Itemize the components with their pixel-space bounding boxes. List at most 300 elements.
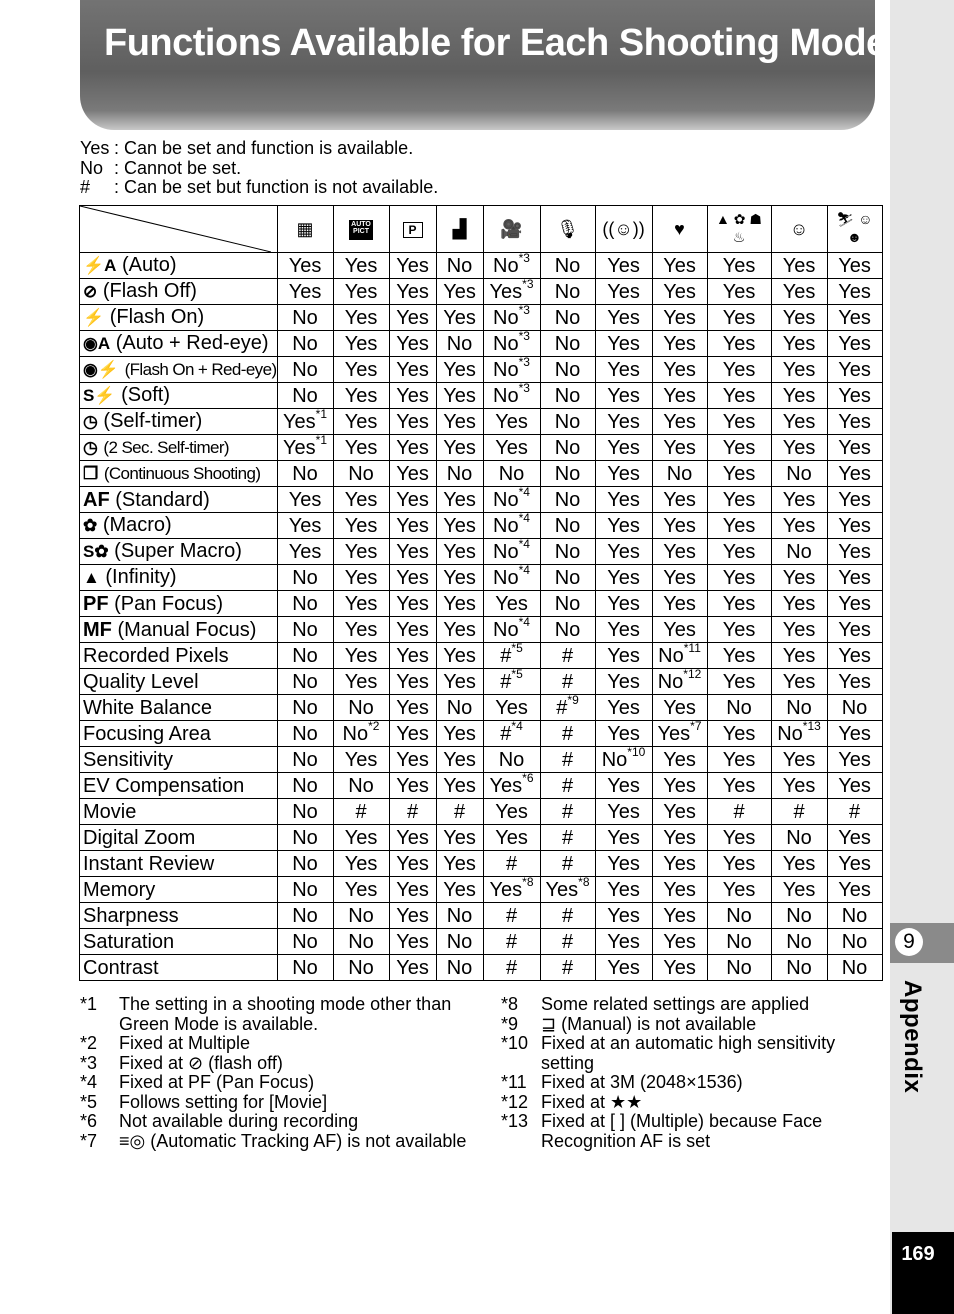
table-cell: Yes <box>652 695 707 721</box>
row-label: Movie <box>80 799 278 825</box>
table-cell: Yes <box>595 305 652 331</box>
table-cell: Yes <box>333 617 389 643</box>
table-row <box>80 409 883 435</box>
table-cell: Yes <box>333 825 389 851</box>
table-cell: No <box>277 773 333 799</box>
table-cell: Yes <box>595 279 652 305</box>
table-cell: No <box>277 461 333 487</box>
footnote: *5 Follows setting for [Movie] <box>80 1091 328 1112</box>
table-cell: Yes <box>595 435 652 461</box>
row-label: Digital Zoom <box>80 825 278 851</box>
table-cell: No <box>333 461 389 487</box>
table-cell: Yes <box>389 383 436 409</box>
table-cell: No <box>771 461 827 487</box>
table-cell: Yes <box>652 825 707 851</box>
table-cell: Yes <box>595 825 652 851</box>
legend <box>80 139 438 198</box>
table-cell: Yes <box>595 877 652 903</box>
table-cell: Yes <box>333 877 389 903</box>
table-cell: Yes$^{*8}$ <box>540 877 595 903</box>
table-cell: No <box>333 773 389 799</box>
table-cell: Yes <box>652 253 707 279</box>
table-cell: No <box>540 591 595 617</box>
row-symbol-icon: PF <box>83 592 109 615</box>
table-cell: Yes <box>436 305 483 331</box>
table-row <box>80 617 883 643</box>
table-cell: Yes <box>827 305 882 331</box>
table-cell: Yes <box>333 487 389 513</box>
table-cell: Yes <box>333 383 389 409</box>
table-cell: Yes <box>652 513 707 539</box>
table-row <box>80 955 883 981</box>
table-cell: No <box>540 565 595 591</box>
table-cell: # <box>540 643 595 669</box>
table-cell: Yes <box>333 643 389 669</box>
table-cell: Yes <box>707 279 771 305</box>
table-cell: # <box>540 955 595 981</box>
table-cell: No <box>707 929 771 955</box>
table-cell: Yes <box>595 721 652 747</box>
table-cell: Yes <box>595 799 652 825</box>
table-row <box>80 825 883 851</box>
table-cell: No <box>277 643 333 669</box>
table-cell: Yes <box>771 279 827 305</box>
table-cell: Yes <box>707 877 771 903</box>
footnote: *13 Fixed at [ ] (Multiple) because Face Recognition AF is set <box>501 1111 823 1151</box>
footnotes-right <box>501 995 881 1151</box>
footnote-ref: *1 <box>315 408 327 421</box>
table-cell: Yes <box>827 487 882 513</box>
footnote-ref: *7 <box>690 720 702 733</box>
footnote-ref: *9 <box>567 694 579 707</box>
table-cell: # <box>483 929 540 955</box>
table-cell: Yes <box>389 669 436 695</box>
table-cell: No <box>771 929 827 955</box>
footnote-ref: *3 <box>518 382 530 395</box>
sidebar-strip <box>890 0 954 1314</box>
table-cell: Yes <box>389 643 436 669</box>
table-cell: No <box>540 357 595 383</box>
table-cell: Yes <box>827 331 882 357</box>
table-cell: Yes <box>436 357 483 383</box>
table-cell: Yes <box>389 253 436 279</box>
table-cell: Yes <box>707 383 771 409</box>
table-cell: Yes <box>827 851 882 877</box>
night-portrait-icon: ☺ <box>771 206 827 253</box>
table-cell: Yes <box>707 617 771 643</box>
table-cell: No <box>827 955 882 981</box>
table-cell: Yes <box>652 929 707 955</box>
table-cell: No <box>436 695 483 721</box>
table-cell: No <box>652 461 707 487</box>
row-symbol-icon: S✿ <box>83 542 109 561</box>
table-cell: No <box>436 253 483 279</box>
row-label: ▲ (Infinity) <box>80 565 278 591</box>
table-cell: # <box>540 773 595 799</box>
footnote-ref: *3 <box>522 278 534 291</box>
table-cell: Yes <box>652 357 707 383</box>
table-row <box>80 747 883 773</box>
table-cell: No$^{*4}$ <box>483 513 540 539</box>
table-cell: Yes <box>436 279 483 305</box>
table-cell: Yes <box>707 565 771 591</box>
table-cell: Yes <box>652 409 707 435</box>
table-cell: Yes <box>436 669 483 695</box>
table-cell: Yes <box>707 851 771 877</box>
footnote-ref: *11 <box>683 642 701 655</box>
table-cell: Yes <box>436 643 483 669</box>
table-cell: Yes <box>771 331 827 357</box>
movie-icon: 🎥 <box>483 206 540 253</box>
table-cell: Yes <box>595 513 652 539</box>
row-label: PF (Pan Focus) <box>80 591 278 617</box>
table-cell: Yes <box>771 253 827 279</box>
table-cell: Yes <box>707 305 771 331</box>
table-cell: Yes <box>652 591 707 617</box>
table-cell: Yes <box>389 877 436 903</box>
table-cell: Yes <box>595 903 652 929</box>
table-cell: Yes <box>652 539 707 565</box>
table-cell: Yes <box>436 877 483 903</box>
table-cell: Yes <box>595 539 652 565</box>
table-cell: # <box>540 669 595 695</box>
table-cell: No <box>277 331 333 357</box>
table-row <box>80 383 883 409</box>
table-cell: Yes <box>389 851 436 877</box>
table-cell: Yes <box>436 487 483 513</box>
table-cell: Yes <box>707 409 771 435</box>
row-symbol-icon: ◉A <box>83 334 111 353</box>
table-cell: No <box>436 929 483 955</box>
scene-landscape-flower-icon: ▲ ✿ ☗ ♨ <box>707 206 771 253</box>
footnote: *6 Not available during recording <box>80 1111 359 1131</box>
table-row <box>80 877 883 903</box>
table-cell: No <box>707 955 771 981</box>
row-label: Saturation <box>80 929 278 955</box>
table-cell: Yes <box>771 851 827 877</box>
table-cell: Yes <box>827 669 882 695</box>
table-cell: Yes <box>652 799 707 825</box>
row-symbol-icon: ◷ <box>83 438 98 457</box>
table-cell: Yes <box>652 773 707 799</box>
table-cell: Yes <box>389 591 436 617</box>
table-cell: Yes <box>333 435 389 461</box>
row-label: White Balance <box>80 695 278 721</box>
table-row <box>80 513 883 539</box>
footnote-ref: *5 <box>511 668 523 681</box>
table-cell: No <box>277 669 333 695</box>
table-cell: Yes <box>827 773 882 799</box>
footnote-ref: *8 <box>578 876 590 889</box>
table-cell: Yes <box>595 773 652 799</box>
footnote-ref: *4 <box>518 538 530 551</box>
footnote-ref: *4 <box>511 720 523 733</box>
table-row <box>80 773 883 799</box>
footnote-ref: *8 <box>522 876 534 889</box>
table-cell: No$^{*3}$ <box>483 305 540 331</box>
table-cell: Yes <box>707 773 771 799</box>
table-cell: No$^{*4}$ <box>483 539 540 565</box>
table-cell: Yes <box>707 643 771 669</box>
table-cell: No <box>277 903 333 929</box>
table-cell: Yes <box>389 825 436 851</box>
table-cell: No <box>771 825 827 851</box>
legend-item: # : Can be set but function is not available. <box>80 177 439 197</box>
table-cell: Yes <box>827 565 882 591</box>
table-cell: No <box>277 929 333 955</box>
table-cell: Yes <box>389 773 436 799</box>
table-cell: No <box>436 331 483 357</box>
row-label: ◷ (2 Sec. Self-timer) <box>80 435 278 461</box>
table-cell: Yes <box>595 955 652 981</box>
table-cell: Yes <box>595 617 652 643</box>
footnote: *1 The setting in a shooting mode other than Green Mode is available. <box>80 994 452 1034</box>
table-cell: No <box>771 695 827 721</box>
table-cell: Yes <box>707 669 771 695</box>
table-cell: Yes <box>389 539 436 565</box>
table-cell: # <box>540 903 595 929</box>
table-cell: Yes$^{*1}$ <box>277 435 333 461</box>
table-cell: No <box>540 539 595 565</box>
row-symbol-icon: ▲ <box>83 568 100 587</box>
table-cell: Yes <box>436 435 483 461</box>
table-cell: No <box>483 747 540 773</box>
table-cell: No <box>436 903 483 929</box>
footnote-ref: *1 <box>315 434 327 447</box>
table-cell: Yes <box>771 409 827 435</box>
table-cell: Yes <box>389 487 436 513</box>
page-title: Functions Available for Each Shooting Mode <box>104 22 887 64</box>
table-cell: No <box>277 617 333 643</box>
footnote-ref: *4 <box>518 486 530 499</box>
table-cell: No <box>771 539 827 565</box>
table-cell: Yes <box>436 591 483 617</box>
green-mode-icon: ▟ <box>436 206 483 253</box>
table-cell: No$^{*2}$ <box>333 721 389 747</box>
table-cell: Yes <box>483 591 540 617</box>
table-cell: Yes <box>333 279 389 305</box>
table-cell: # <box>540 929 595 955</box>
table-row <box>80 253 883 279</box>
table-cell: Yes <box>652 435 707 461</box>
table-cell: Yes <box>707 435 771 461</box>
table-cell: No <box>277 383 333 409</box>
table-row <box>80 929 883 955</box>
table-cell: Yes <box>436 851 483 877</box>
table-cell: No <box>277 747 333 773</box>
row-label: Instant Review <box>80 851 278 877</box>
table-cell: # <box>333 799 389 825</box>
footnote-ref: *4 <box>518 512 530 525</box>
table-cell: Yes <box>436 409 483 435</box>
footnote-ref: *5 <box>511 642 523 655</box>
table-cell: Yes <box>652 903 707 929</box>
footnote: *4 Fixed at PF (Pan Focus) <box>80 1072 315 1092</box>
table-cell: No <box>277 877 333 903</box>
table-cell: Yes <box>277 487 333 513</box>
table-cell: Yes <box>707 253 771 279</box>
table-cell: # <box>389 799 436 825</box>
function-table <box>79 205 883 981</box>
table-cell: Yes <box>483 695 540 721</box>
table-cell: #$^{*9}$ <box>540 695 595 721</box>
table-cell: No$^{*4}$ <box>483 487 540 513</box>
table-cell: Yes <box>652 305 707 331</box>
footnote-ref: *6 <box>522 772 534 785</box>
table-cell: Yes <box>652 617 707 643</box>
table-cell: Yes <box>827 617 882 643</box>
table-cell: Yes <box>652 747 707 773</box>
table-cell: Yes <box>652 851 707 877</box>
footnote-ref: *12 <box>683 668 702 681</box>
table-cell: Yes <box>827 747 882 773</box>
row-symbol-icon: MF <box>83 618 112 641</box>
footnote: *10 Fixed at an automatic high sensitivity setting <box>501 1033 836 1073</box>
table-row <box>80 461 883 487</box>
table-cell: Yes <box>771 773 827 799</box>
table-cell: Yes <box>436 825 483 851</box>
table-cell: Yes <box>389 903 436 929</box>
table-cell: Yes <box>652 565 707 591</box>
table-cell: Yes <box>333 331 389 357</box>
table-cell: Yes <box>707 487 771 513</box>
footnote: *3 Fixed at ⊘ (flash off) <box>80 1052 283 1073</box>
table-cell: No <box>540 305 595 331</box>
auto-pict-icon: AUTO PICT <box>333 206 389 253</box>
row-label: ⚡ (Flash On) <box>80 305 278 331</box>
row-symbol-icon: ✿ <box>83 516 98 535</box>
table-cell: No <box>540 513 595 539</box>
footnote: *12 Fixed at ★★ <box>501 1091 643 1112</box>
program-icon: P <box>389 206 436 253</box>
table-cell: Yes <box>652 331 707 357</box>
table-cell: Yes <box>389 955 436 981</box>
table-cell: Yes <box>827 383 882 409</box>
chapter-number: 9 <box>895 928 923 956</box>
row-symbol-icon: ❐ <box>83 464 99 483</box>
row-symbol-icon: ⚡A <box>83 256 117 275</box>
table-cell: Yes <box>652 487 707 513</box>
table-cell: # <box>771 799 827 825</box>
table-cell: No <box>277 695 333 721</box>
row-label: ✿ (Macro) <box>80 513 278 539</box>
table-cell: # <box>483 903 540 929</box>
table-cell: Yes <box>436 383 483 409</box>
diagonal-line <box>80 206 271 252</box>
row-label: ⚡A (Auto) <box>80 253 278 279</box>
table-cell: Yes <box>436 773 483 799</box>
table-cell: Yes <box>827 539 882 565</box>
table-cell: Yes <box>771 305 827 331</box>
row-symbol-icon: ⊘ <box>83 282 98 301</box>
table-cell: No <box>277 357 333 383</box>
table-row <box>80 565 883 591</box>
table-cell: Yes <box>652 279 707 305</box>
table-cell: Yes <box>827 825 882 851</box>
table-cell: Yes <box>827 461 882 487</box>
table-row <box>80 331 883 357</box>
row-label: ⊘ (Flash Off) <box>80 279 278 305</box>
table-cell: Yes <box>389 721 436 747</box>
table-cell: Yes <box>277 513 333 539</box>
table-cell: Yes <box>771 669 827 695</box>
row-label: Memory <box>80 877 278 903</box>
table-cell: No <box>277 955 333 981</box>
legend-item: Yes : Can be set and function is available. <box>80 138 414 158</box>
table-cell: #$^{*5}$ <box>483 669 540 695</box>
table-cell: # <box>540 799 595 825</box>
table-cell: No <box>333 903 389 929</box>
page-number: 169 <box>901 1243 935 1265</box>
table-cell: Yes <box>707 331 771 357</box>
table-cell: Yes <box>333 305 389 331</box>
table-cell: Yes <box>595 357 652 383</box>
table-cell: Yes <box>389 357 436 383</box>
table-row <box>80 851 883 877</box>
footnote-ref: *3 <box>518 356 530 369</box>
table-cell: Yes <box>771 513 827 539</box>
table-cell: No$^{*3}$ <box>483 253 540 279</box>
frame-composite-icon: ♥ <box>652 206 707 253</box>
table-cell: Yes$^{*8}$ <box>483 877 540 903</box>
table-cell: Yes <box>389 565 436 591</box>
table-cell: Yes <box>827 643 882 669</box>
table-cell: Yes <box>333 513 389 539</box>
table-cell: Yes <box>595 643 652 669</box>
table-cell: Yes <box>389 929 436 955</box>
table-cell: Yes <box>827 513 882 539</box>
footnote-ref: *3 <box>518 304 530 317</box>
table-cell: No$^{*4}$ <box>483 617 540 643</box>
table-cell: No <box>333 929 389 955</box>
row-label: Sharpness <box>80 903 278 929</box>
table-cell: Yes$^{*7}$ <box>652 721 707 747</box>
table-cell: No <box>333 955 389 981</box>
row-label: ❐ (Continuous Shooting) <box>80 461 278 487</box>
table-cell: Yes <box>483 409 540 435</box>
table-cell: No <box>333 695 389 721</box>
table-cell: No$^{*10}$ <box>595 747 652 773</box>
row-label: MF (Manual Focus) <box>80 617 278 643</box>
corner-cell <box>80 206 278 253</box>
row-label: ◷ (Self-timer) <box>80 409 278 435</box>
table-cell: # <box>436 799 483 825</box>
table-cell: No <box>540 617 595 643</box>
table-cell: Yes <box>389 513 436 539</box>
row-label: Contrast <box>80 955 278 981</box>
table-cell: Yes <box>707 747 771 773</box>
legend-item: No : Cannot be set. <box>80 157 242 178</box>
table-cell: No <box>436 955 483 981</box>
table-row <box>80 799 883 825</box>
table-cell: Yes <box>595 929 652 955</box>
table-cell: # <box>540 851 595 877</box>
table-cell: No$^{*13}$ <box>771 721 827 747</box>
table-cell: Yes <box>827 357 882 383</box>
table-cell: Yes <box>389 695 436 721</box>
table-cell: Yes <box>652 383 707 409</box>
table-cell: Yes <box>707 591 771 617</box>
table-cell: Yes <box>827 721 882 747</box>
footnote: *11 Fixed at 3M (2048×1536) <box>501 1072 743 1092</box>
table-cell: No <box>827 929 882 955</box>
row-symbol-icon: ◷ <box>83 412 98 431</box>
table-row <box>80 643 883 669</box>
table-cell: Yes <box>595 331 652 357</box>
table-cell: No <box>827 903 882 929</box>
table-cell: Yes <box>707 461 771 487</box>
table-cell: Yes <box>595 695 652 721</box>
